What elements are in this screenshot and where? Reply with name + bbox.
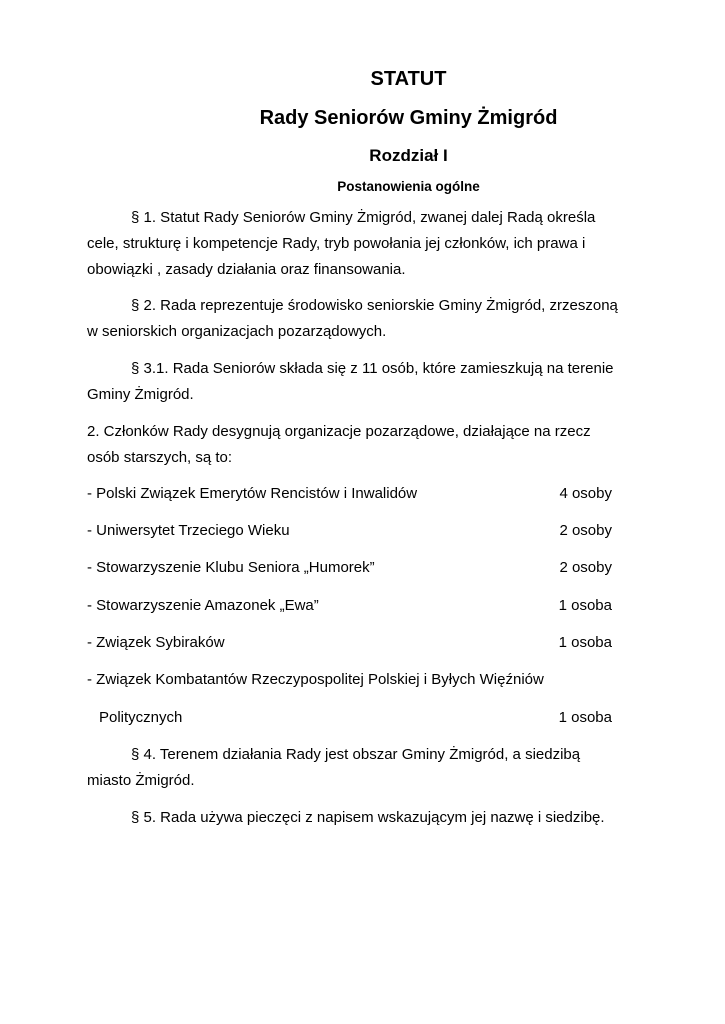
chapter-heading: Rozdział I <box>369 146 448 165</box>
organization-count: 1 osoba <box>558 709 612 726</box>
organization-name-continuation: Politycznych <box>99 709 183 726</box>
paragraph-4: § 4. Terenem działania Rady jest obszar Gminy Żmigród, a siedzibą miasto Żmigród. <box>87 746 581 789</box>
paragraph-3: § 3.1. Rada Seniorów składa się z 11 osób, które zamieszkują na terenie Gminy Żmigród. <box>87 360 614 403</box>
paragraph-5: § 5. Rada używa pieczęci z napisem wskazującym jej nazwę i siedzibę. <box>131 809 605 826</box>
organization-count: 2 osoby <box>559 559 612 576</box>
section-heading: Postanowienia ogólne <box>337 179 480 194</box>
organization-name: - Związek Kombatantów Rzeczypospolitej Polskiej i Byłych Więźniów <box>87 671 544 688</box>
paragraph-2: § 2. Rada reprezentuje środowisko seniorskie Gminy Żmigród, zrzeszoną w seniorskich organizacjach pozarządowych. <box>87 297 618 340</box>
organization-count: 1 osoba <box>558 634 612 651</box>
organization-count: 4 osoby <box>559 485 612 502</box>
organization-count: 2 osoby <box>559 522 612 539</box>
document-title: STATUT <box>370 68 447 90</box>
organization-count: 1 osoba <box>558 597 612 614</box>
organization-name: - Stowarzyszenie Amazonek „Ewa” <box>87 597 319 614</box>
organization-name: - Związek Sybiraków <box>87 634 225 651</box>
document-subtitle: Rady Seniorów Gminy Żmigród <box>259 107 558 129</box>
organization-name: - Stowarzyszenie Klubu Seniora „Humorek” <box>87 559 375 576</box>
paragraph-3-2: 2. Członków Rady desygnują organizacje pozarządowe, działające na rzecz osób starszych, są to: <box>87 423 591 466</box>
paragraph-1: § 1. Statut Rady Seniorów Gminy Żmigród, zwanej dalej Radą określa cele, strukturę i kompetencje Rady, tryb powołania jej członków, ich prawa i obowiązki , zasady działania oraz finansowania. <box>87 209 596 278</box>
organization-name: - Polski Związek Emerytów Rencistów i Inwalidów <box>87 485 418 502</box>
organization-name: - Uniwersytet Trzeciego Wieku <box>87 522 290 539</box>
